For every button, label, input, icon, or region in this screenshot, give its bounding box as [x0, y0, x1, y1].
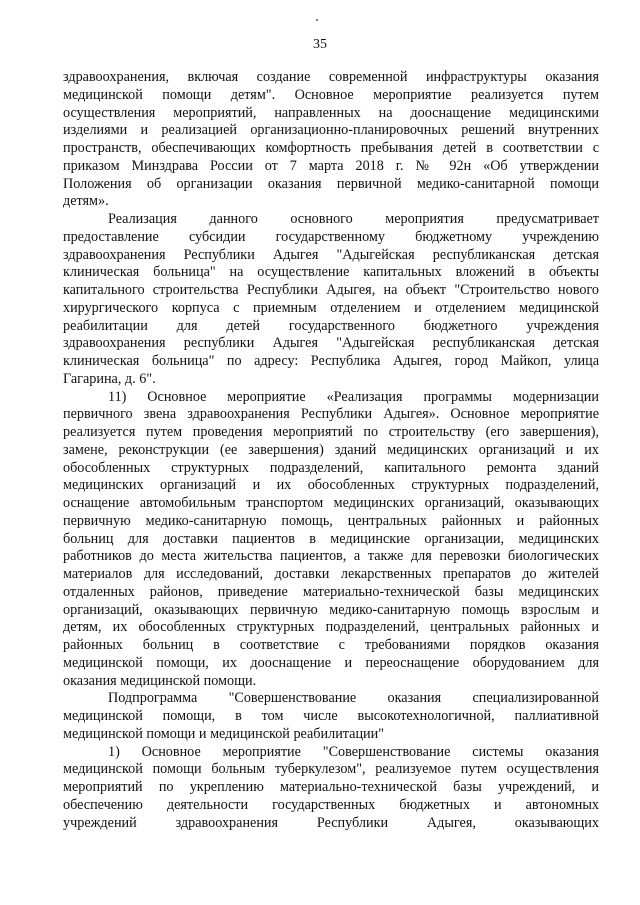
text-line: оснащение автомобильным транспортом медицинских организаций, оказывающих: [63, 495, 599, 511]
text-line: мероприятий по укреплению материально-технической базы учреждений, и: [63, 779, 599, 795]
text-line: клиническая больница" на осуществление капитальных вложений в объекты: [63, 264, 599, 281]
text-line: больниц для доставки пациентов в медицинские организации, медицинских: [63, 530, 599, 547]
text-line: учреждений здравоохранения Республики Адыгея, оказывающих: [63, 814, 599, 831]
text-line: хирургического корпуса с приемным отделением и отделением медицинской: [63, 299, 599, 316]
text-line: обособленных структурных подразделений, капитального ремонта зданий: [63, 459, 599, 476]
text-line: районных больниц в соответствие с требованиями порядков оказания: [63, 637, 599, 653]
text-line: 11) Основное мероприятие «Реализация программы модернизации: [108, 388, 599, 405]
text-line: медицинской помощи детям". Основное мероприятие реализуется путем: [63, 86, 599, 103]
text-line: работников до места жительства пациентов, а также для перевозки биологических: [63, 548, 599, 565]
text-line: материалов для исследований, доставки лекарственных препаратов до жителей: [63, 566, 599, 582]
text-line: реализуется путем проведения мероприятий по строительству (его завершения),: [63, 424, 599, 440]
text-line: оказания медицинской помощи.: [63, 672, 257, 689]
text-line: детям».: [63, 193, 109, 210]
text-line: клиническая больница" по адресу: Республика Адыгея, город Майкоп, улица: [63, 353, 599, 369]
text-line: Положения об организации оказания первичной медико-санитарной помощи: [63, 175, 599, 192]
text-line: капитального строительства Республики Адыгея, на объект "Строительство нового: [63, 282, 599, 298]
text-line: предоставление субсидии государственному бюджетному учреждению: [63, 228, 599, 245]
text-line: реабилитации для детей государственного бюджетного учреждения: [63, 317, 599, 334]
body-text: [63, 69, 599, 832]
text-line: Подпрограмма "Совершенствование оказания специализированной: [108, 690, 599, 707]
paragraph: [63, 389, 599, 691]
paragraph: [63, 69, 599, 211]
text-line: медицинской помощи больным туберкулезом", реализуемое путем осуществления: [63, 761, 599, 778]
text-line: 1) Основное мероприятие "Совершенствование системы оказания: [108, 743, 599, 760]
paragraph: [63, 744, 599, 833]
text-line: отдаленных районов, приведение материально-технической базы медицинских: [63, 583, 599, 600]
text-line: замене, реконструкции (ее завершения) зданий медицинских организаций и их: [63, 441, 599, 458]
text-line: организаций, оказывающих первичную медико-санитарную помощь взрослым и: [63, 601, 599, 618]
text-line: Реализация данного основного мероприятия предусматривает: [108, 211, 599, 227]
subprogram-heading: [63, 690, 599, 743]
text-line: пространств, обеспечивающих комфортность пребывания детей в соответствии с: [63, 140, 599, 156]
text-line: детям, их обособленных структурных подразделений, центральных районных и: [63, 619, 599, 636]
scan-speck: [316, 19, 318, 21]
text-line: медицинских организаций и их обособленных структурных подразделений,: [63, 477, 599, 494]
text-line: осуществления мероприятий, направленных на дооснащение медицинскими: [63, 104, 599, 121]
text-line: первичную медико-санитарную помощь, центральных районных и районных: [63, 512, 599, 529]
text-line: изделиями и реализацией организационно-планировочных решений внутренних: [63, 122, 599, 139]
paragraph: [63, 211, 599, 389]
text-line: приказом Минздрава России от 7 марта 2018 г. № 92н «Об утверждении: [63, 157, 599, 174]
text-line: здравоохранения республики Адыгея "Адыгейская республиканская детская: [63, 335, 599, 352]
text-line: медицинской помощи и медицинской реабилитации": [63, 725, 385, 742]
text-line: медицинской помощи, их дооснащение и переоснащение оборудованием для: [63, 654, 599, 671]
page-number: 35: [313, 37, 327, 52]
text-line: медицинской помощи, в том числе высокотехнологичной, паллиативной: [63, 708, 599, 724]
text-line: Гагарина, д. 6".: [63, 370, 156, 387]
text-line: здравоохранения Республики Адыгея "Адыгейская республиканская детская: [63, 246, 599, 263]
text-line: обеспечению деятельности государственных бюджетных и автономных: [63, 796, 599, 813]
text-line: первичного звена здравоохранения Республики Адыгея». Основное мероприятие: [63, 406, 599, 423]
text-line: здравоохранения, включая создание современной инфраструктуры оказания: [63, 69, 599, 85]
